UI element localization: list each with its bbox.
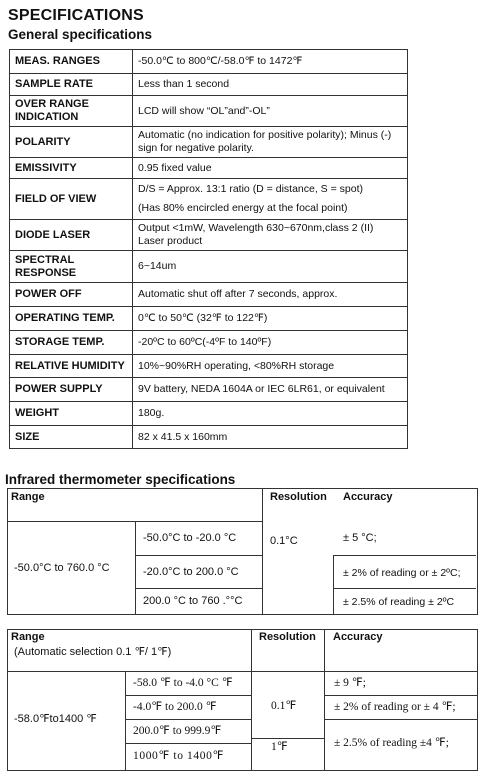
spec-value: 82 x 41.5 x 160mm bbox=[133, 426, 408, 449]
fahrenheit-sub-range-2: -4.0℉ to 200.0 ℉ bbox=[133, 701, 217, 713]
fahrenheit-accuracy-3: ± 2.5% of reading ±4 ℉; bbox=[334, 737, 449, 749]
spec-value: Automatic shut off after 7 seconds, approx. bbox=[133, 283, 408, 307]
spec-row bbox=[10, 378, 408, 402]
fahrenheit-header-range-note: (Automatic selection 0.1 ℉/ 1℉) bbox=[14, 646, 172, 658]
spec-label: POWER SUPPLY bbox=[10, 378, 133, 402]
spec-label: OPERATING TEMP. bbox=[10, 307, 133, 331]
celsius-accuracy-2: ± 2% of reading or ± 2ºC; bbox=[343, 567, 461, 579]
spec-row bbox=[10, 426, 408, 449]
celsius-header-accuracy: Accuracy bbox=[343, 491, 393, 503]
fahrenheit-resolution-2: 1℉ bbox=[271, 741, 288, 753]
spec-value-line: D/S = Approx. 13:1 ratio (D = distance, S = spot) bbox=[138, 183, 363, 195]
spec-label: RELATIVE HUMIDITY bbox=[10, 355, 133, 378]
spec-label: EMISSIVITY bbox=[10, 158, 133, 179]
spec-value bbox=[133, 179, 408, 220]
spec-row bbox=[10, 220, 408, 251]
spec-row bbox=[10, 50, 408, 74]
spec-label: POLARITY bbox=[10, 127, 133, 158]
spec-row bbox=[10, 402, 408, 426]
spec-row bbox=[10, 96, 408, 127]
celsius-main-range: -50.0°C to 760.0 °C bbox=[14, 562, 110, 574]
fahrenheit-resolution-1: 0.1℉ bbox=[271, 700, 297, 712]
spec-label: SAMPLE RATE bbox=[10, 74, 133, 96]
spec-value-line: (Has 80% encircled energy at the focal point) bbox=[138, 202, 348, 214]
spec-label: POWER OFF bbox=[10, 283, 133, 307]
fahrenheit-accuracy-2: ± 2% of reading or ± 4 ℉; bbox=[334, 701, 456, 713]
fahrenheit-sub-range-1: -58.0 ℉ to -4.0 °C ℉ bbox=[133, 677, 233, 689]
spec-value: 9V battery, NEDA 1604A or IEC 6LR61, or equivalent bbox=[133, 378, 408, 402]
celsius-header-range: Range bbox=[11, 491, 45, 503]
fahrenheit-accuracy-1: ± 9 ℉; bbox=[334, 677, 366, 689]
general-specs-table bbox=[9, 49, 408, 449]
spec-label: SPECTRAL RESPONSE bbox=[10, 251, 133, 283]
spec-value: Automatic (no indication for positive polarity); Minus (-) sign for negative polarity. bbox=[133, 127, 408, 158]
spec-row bbox=[10, 127, 408, 158]
spec-row bbox=[10, 307, 408, 331]
spec-label: OVER RANGE INDICATION bbox=[10, 96, 133, 127]
spec-value: 10%~90%RH operating, <80%RH storage bbox=[133, 355, 408, 378]
fahrenheit-header-range: Range bbox=[11, 631, 45, 643]
celsius-accuracy-1: ± 5 °C; bbox=[343, 532, 377, 544]
celsius-sub-range-1: -50.0°C to -20.0 °C bbox=[143, 532, 237, 544]
celsius-sub-range-3: 200.0 °C to 760 .°°C bbox=[143, 595, 243, 607]
fahrenheit-sub-range-4: 1000℉ to 1400℉ bbox=[133, 750, 224, 762]
spec-label: MEAS. RANGES bbox=[10, 50, 133, 74]
spec-value: -50.0℃ to 800℃/-58.0℉ to 1472℉ bbox=[133, 50, 408, 74]
spec-row bbox=[10, 283, 408, 307]
spec-value: -20ºC to 60ºC(-4ºF to 140ºF) bbox=[133, 331, 408, 355]
spec-label: FIELD OF VIEW bbox=[10, 179, 133, 220]
fahrenheit-sub-range-3: 200.0℉ to 999.9℉ bbox=[133, 725, 222, 737]
spec-row bbox=[10, 74, 408, 96]
spec-label: WEIGHT bbox=[10, 402, 133, 426]
spec-value: 0℃ to 50℃ (32℉ to 122℉) bbox=[133, 307, 408, 331]
celsius-accuracy-3: ± 2.5% of reading ± 2ºC bbox=[343, 596, 455, 608]
spec-value: Output <1mW, Wavelength 630~670nm,class 2 (II) Laser product bbox=[133, 220, 408, 251]
spec-row bbox=[10, 158, 408, 179]
page-title: SPECIFICATIONS bbox=[8, 7, 144, 24]
fahrenheit-main-range: -58.0℉to1400 ℉ bbox=[14, 713, 97, 725]
ir-specs-title: Infrared thermometer specifications bbox=[5, 472, 236, 487]
spec-row bbox=[10, 179, 408, 220]
spec-value: Less than 1 second bbox=[133, 74, 408, 96]
spec-value: 180g. bbox=[133, 402, 408, 426]
spec-row bbox=[10, 251, 408, 283]
spec-row bbox=[10, 331, 408, 355]
celsius-resolution: 0.1°C bbox=[270, 535, 298, 547]
spec-row bbox=[10, 355, 408, 378]
spec-label: SIZE bbox=[10, 426, 133, 449]
spec-label: DIODE LASER bbox=[10, 220, 133, 251]
fahrenheit-header-resolution: Resolution bbox=[259, 631, 316, 643]
celsius-header-resolution: Resolution bbox=[270, 491, 327, 503]
spec-value: 6~14um bbox=[133, 251, 408, 283]
spec-label: STORAGE TEMP. bbox=[10, 331, 133, 355]
fahrenheit-header-accuracy: Accuracy bbox=[333, 631, 383, 643]
celsius-sub-range-2: -20.0°C to 200.0 °C bbox=[143, 566, 239, 578]
general-specs-title: General specifications bbox=[8, 27, 153, 42]
spec-value: 0.95 fixed value bbox=[133, 158, 408, 179]
spec-value: LCD will show “OL”and”-OL” bbox=[133, 96, 408, 127]
